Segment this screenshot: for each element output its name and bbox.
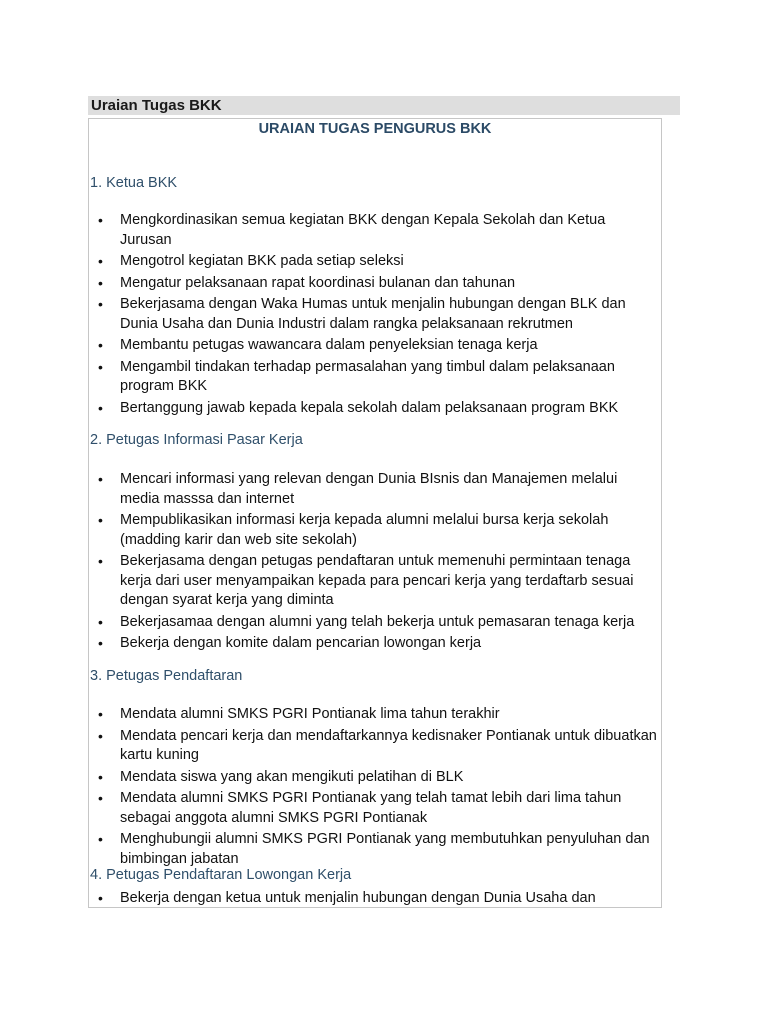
- section-list-lowongan: [89, 889, 661, 908]
- list-item: • Mengambil tindakan terhadap permasalahan yang timbul dalam pelaksanaan program BKK: [89, 358, 661, 397]
- list-item: • Mempublikasikan informasi kerja kepada alumni melalui bursa kerja sekolah (madding karir dan web site sekolah): [89, 511, 661, 550]
- list-item: • Bekerjasama dengan Waka Humas untuk menjalin hubungan dengan BLK dan Dunia Usaha dan Dunia Industri dalam rangka pelaksanaan rekrutmen: [89, 295, 661, 334]
- list-item: • Mendata siswa yang akan mengikuti pelatihan di BLK: [89, 768, 661, 788]
- section-list-pendaftaran: [89, 705, 661, 871]
- section-list-informasi: [89, 470, 661, 656]
- page-title: Uraian Tugas BKK: [88, 96, 680, 115]
- section-title-pendaftaran: 3. Petugas Pendaftaran: [90, 668, 243, 684]
- list-item: • Menghubungii alumni SMKS PGRI Pontianak yang membutuhkan penyuluhan dan bimbingan jabatan: [89, 830, 661, 869]
- list-item: • Bekerja dengan ketua untuk menjalin hubungan dengan Dunia Usaha dan: [89, 889, 661, 908]
- list-item: • Mengkordinasikan semua kegiatan BKK dengan Kepala Sekolah dan Ketua Jurusan: [89, 211, 661, 250]
- list-item: • Mengotrol kegiatan BKK pada setiap seleksi: [89, 252, 661, 272]
- section-title-ketua: 1. Ketua BKK: [90, 175, 178, 191]
- list-item: • Bekerjasamaa dengan alumni yang telah bekerja untuk pemasaran tenaga kerja: [89, 613, 661, 633]
- document-heading: URAIAN TUGAS PENGURUS BKK: [258, 121, 492, 137]
- list-item: • Mendata alumni SMKS PGRI Pontianak yang telah tamat lebih dari lima tahun sebagai anggota alumni SMKS PGRI Pontianak: [89, 789, 661, 828]
- list-item: • Bertanggung jawab kepada kepala sekolah dalam pelaksanaan program BKK: [89, 399, 661, 419]
- list-item: • Mencari informasi yang relevan dengan Dunia BIsnis dan Manajemen melalui media masssa dan internet: [89, 470, 661, 509]
- list-item: • Mengatur pelaksanaan rapat koordinasi bulanan dan tahunan: [89, 274, 661, 294]
- content-box: [88, 118, 662, 908]
- list-item: • Membantu petugas wawancara dalam penyeleksian tenaga kerja: [89, 336, 661, 356]
- list-item: • Mendata pencari kerja dan mendaftarkannya kedisnaker Pontianak untuk dibuatkan kartu kuning: [89, 727, 661, 766]
- section-title-lowongan: 4. Petugas Pendaftaran Lowongan Kerja: [90, 867, 352, 883]
- list-item: • Bekerja dengan komite dalam pencarian lowongan kerja: [89, 634, 661, 654]
- section-list-ketua: [89, 211, 661, 420]
- section-title-informasi: 2. Petugas Informasi Pasar Kerja: [90, 432, 303, 448]
- list-item: • Mendata alumni SMKS PGRI Pontianak lima tahun terakhir: [89, 705, 661, 725]
- list-item: • Bekerjasama dengan petugas pendaftaran untuk memenuhi permintaan tenaga kerja dari user menyampaikan kepada para pencari kerja yang terdaftarb sesuai dengan syarat kerja yang diminta: [89, 552, 661, 611]
